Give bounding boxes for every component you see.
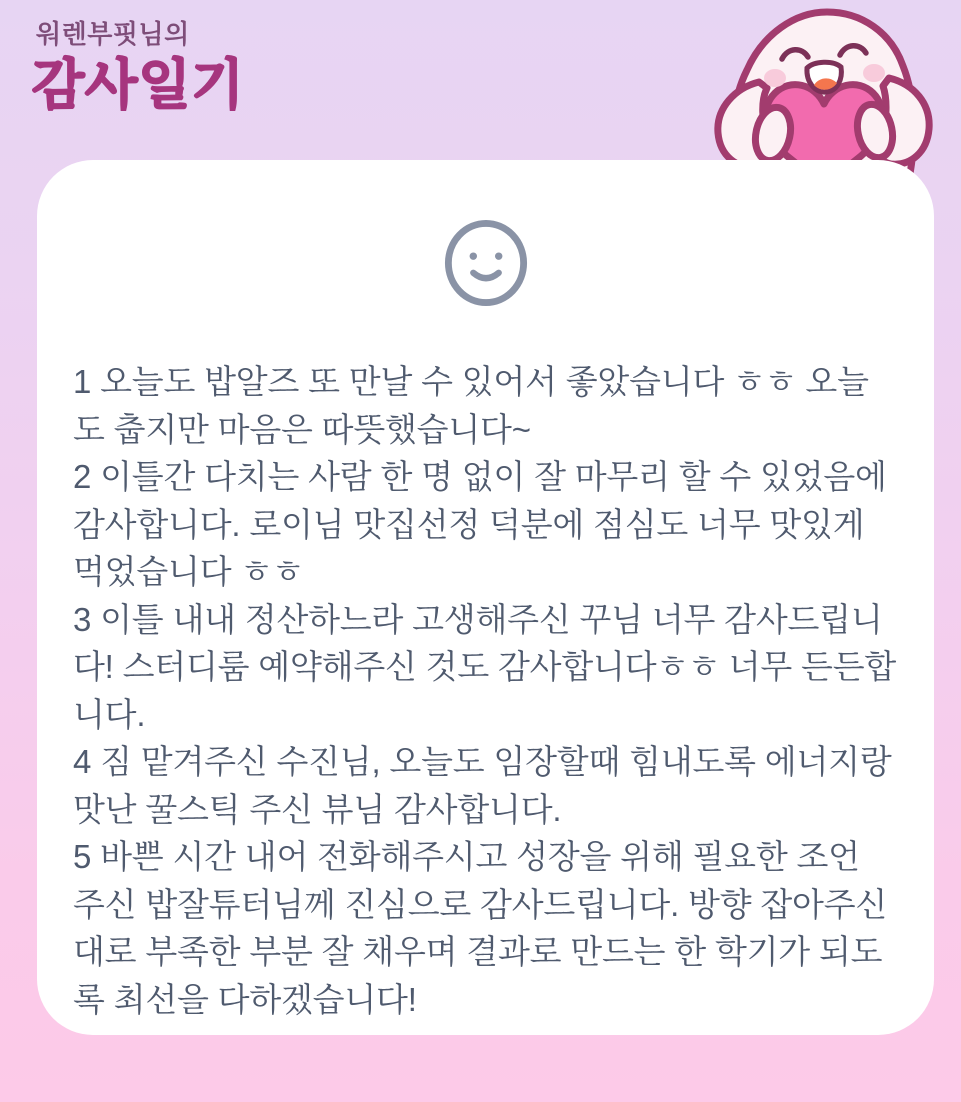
entry-number: 3 — [73, 600, 92, 638]
diary-entry — [73, 738, 898, 833]
entry-text: 이틀 내내 정산하느라 고생해주신 꾸님 너무 감사드립니다! 스터디룸 예약해주신 것도 감사합니다ㅎㅎ 너무 든든합니다. — [73, 600, 897, 733]
smiley-face-icon — [443, 220, 529, 306]
heart-hug-mascot-icon — [703, 4, 943, 176]
entry-text: 이틀간 다치는 사람 한 명 없이 잘 마무리 할 수 있었음에 감사합니다. 로이님 맛집선정 덕분에 점심도 너무 맛있게 먹었습니다 ㅎㅎ — [73, 458, 887, 590]
diary-card — [37, 160, 934, 1035]
entry-number: 1 — [73, 363, 92, 400]
diary-entry — [73, 596, 898, 739]
entry-number: 5 — [73, 838, 92, 875]
app-header — [32, 18, 245, 113]
entry-text: 짐 맡겨주신 수진님, 오늘도 임장할때 힘내도록 에너지랑 맛난 꿀스틱 주신 뷰님 감사합니다. — [73, 743, 892, 828]
entry-text: 바쁜 시간 내어 전화해주시고 성장을 위해 필요한 조언 주신 밥잘튜터님께 진심으로 감사드립니다. 방향 잡아주신대로 부족한 부분 잘 채우며 결과로 만드는 한 학기가 되도록 최선을 다하겠습니다! — [73, 838, 888, 1018]
entry-number: 2 — [73, 458, 92, 495]
diary-entries — [73, 358, 898, 1023]
app-title: 감사일기 — [32, 55, 245, 115]
entry-text: 오늘도 밥알즈 또 만날 수 있어서 좋았습니다 ㅎㅎ 오늘도 춥지만 마음은 따뜻했습니다~ — [73, 363, 869, 448]
diary-entry — [73, 358, 898, 453]
header-subtitle: 워렌부핏님의 — [36, 19, 190, 49]
diary-entry — [73, 453, 898, 596]
entry-number: 4 — [73, 743, 92, 780]
diary-entry — [73, 833, 898, 1023]
